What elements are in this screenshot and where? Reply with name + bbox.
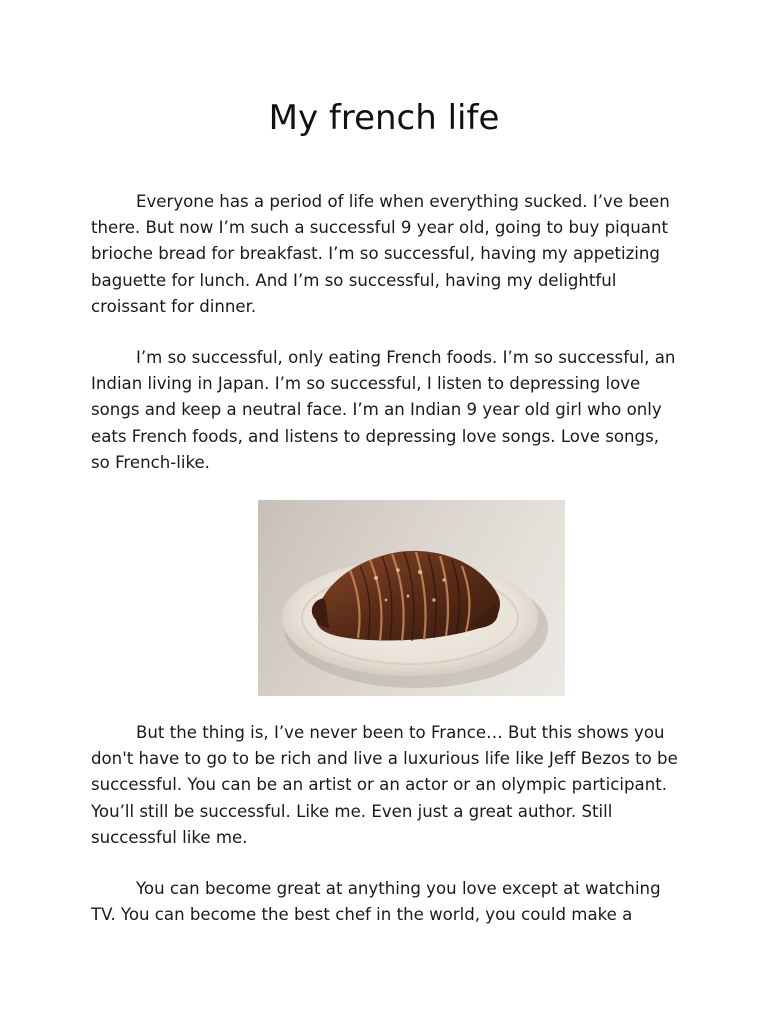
paragraph-4: You can become great at anything you love except at watching TV. You can become the best chef in the world, you could make a	[91, 879, 661, 925]
paragraph-1: Everyone has a period of life when everything sucked. I’ve been there. But now I’m such a successful 9 year old, going to buy piquant brioche bread for breakfast. I’m so successful, having my appetizing baguette for lunch. And I’m so successful, having my delightful croissant for dinner.	[91, 192, 670, 316]
croissant-illustration-icon	[258, 500, 565, 696]
paragraph-3: But the thing is, I’ve never been to France… But this shows you don't have to go to be rich and live a luxurious life like Jeff Bezos to be successful. You can be an artist or an actor or an olympic participant. You’ll still be successful. Like me. Even just a great author. Still successful like me.	[91, 723, 678, 847]
paragraph-2: I’m so successful, only eating French foods. I’m so successful, an Indian living in Japan. I’m so successful, I listen to depressing love songs and keep a neutral face. I’m an Indian 9 year old girl who only eats French foods, and listens to depressing love songs. Love songs, so French-like.	[91, 348, 676, 472]
croissant-photo	[258, 500, 565, 696]
page-title: My french life	[268, 98, 500, 138]
